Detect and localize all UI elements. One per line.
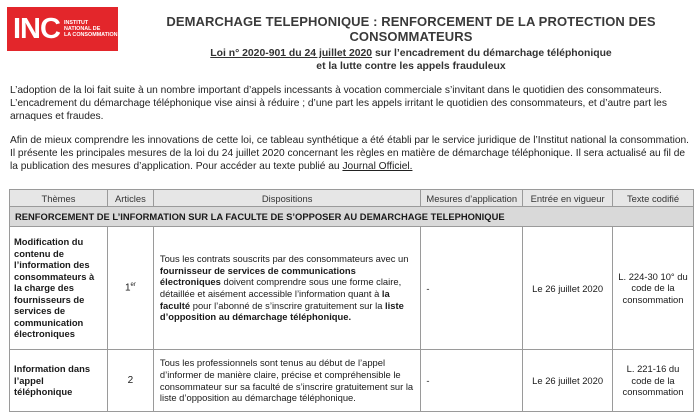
law-reference-link[interactable]: Loi n° 2020-901 du 24 juillet 2020	[210, 48, 373, 59]
row-article: 2	[107, 350, 153, 412]
header-texte-codifie: Texte codifié	[613, 190, 694, 207]
table-header-row	[10, 190, 694, 207]
row-code: L. 221-16 du code de la consommation	[613, 350, 694, 412]
intro-p2-line-1: Afin de mieux comprendre les innovations de cette loi, ce tableau synthétique a été établi par le service juridique de l’Institut national la consommation.	[10, 135, 689, 146]
disp-bold: fournisseur de services de communications électroniques	[159, 264, 356, 288]
row-mesures: -	[421, 227, 523, 350]
logo-line-3: LA CONSOMMATION	[63, 32, 118, 39]
header-articles: Articles	[107, 190, 153, 207]
section-row	[10, 207, 694, 227]
disp-bold: la faculté	[159, 288, 390, 311]
header-themes: Thèmes	[10, 190, 108, 207]
row-date: Le 26 juillet 2020	[523, 227, 613, 350]
disposition-text	[160, 253, 414, 323]
disp-text: doivent comprendre sous une forme claire, détaillée et aisément accessible l’information quant à	[159, 276, 402, 299]
subtitle-line-2: et la lutte contre les appels frauduleux	[316, 61, 506, 72]
row-date: Le 26 juillet 2020	[523, 350, 613, 412]
row-code: L. 224-30 10° du code de la consommation	[613, 227, 694, 350]
header-entree-vigueur: Entrée en vigueur	[523, 190, 613, 207]
article-number: 1	[124, 282, 131, 294]
intro-paragraph-1: L’adoption de la loi fait suite à un nombre important d’appels incessants à vocation commerciale s’invitant dans le quotidien des consommateurs. L’encadrement du démarchage téléphonique vise ainsi à réduire ; d’une part les appels irritant le quotidien des consommateurs, et d’autre part les arnaques et fraudes.	[10, 85, 667, 122]
measures-table	[9, 189, 694, 412]
subtitle-text: sur l’encadrement du démarchage téléphonique	[372, 48, 612, 59]
document-header	[128, 14, 694, 73]
row-theme: Information dans l’appel téléphonique	[10, 350, 108, 412]
journal-officiel-link[interactable]: Journal Officiel.	[342, 161, 413, 172]
section-title: RENFORCEMENT DE L’INFORMATION SUR LA FACULTE DE S’OPPOSER AU DEMARCHAGE TELEPHONIQUE	[10, 207, 694, 227]
intro-text	[10, 84, 694, 173]
disp-text: pour l’abonné de s’inscrire gratuitement sur la	[190, 299, 386, 311]
page-subtitle	[128, 47, 694, 73]
logo-text	[64, 20, 118, 39]
row-article	[107, 227, 153, 350]
inc-logo	[7, 7, 118, 51]
intro-paragraph-2	[10, 134, 694, 173]
logo-mark: INC	[13, 12, 60, 45]
disp-bold: liste d’opposition au démarchage téléphonique.	[159, 299, 404, 323]
row-disposition: Tous les professionnels sont tenus au début de l’appel d’informer de manière claire, précise et compréhensible le consommateur sur sa faculté de s’inscrire gratuitement sur la liste d’opposition au démarchage téléphonique.	[153, 350, 420, 412]
row-theme: Modification du contenu de l’information des consommateurs à la charge des fournisseurs de services de communication électroniques	[10, 227, 108, 350]
disp-text: Tous les contrats souscrits par des consommateurs avec un	[159, 252, 409, 264]
header-dispositions: Dispositions	[153, 190, 420, 207]
logo-line-1: INSTITUT	[63, 19, 89, 26]
logo-line-2: NATIONAL DE	[63, 25, 101, 32]
intro-p2-line-2: Il présente les principales mesures de la loi du 24 juillet 2020 concernant les règles en matière de démarchage téléphonique. Il sera actualisé au fil de la publication des mesures d’application. Pour accéder au texte publié au	[10, 148, 686, 172]
header-mesures: Mesures d’application	[421, 190, 523, 207]
row-mesures: -	[421, 350, 523, 412]
table-row	[10, 350, 694, 412]
article-sup: er	[130, 282, 136, 289]
table-row	[10, 227, 694, 350]
page-title: DEMARCHAGE TELEPHONIQUE : RENFORCEMENT DE LA PROTECTION DES CONSOMMATEURS	[166, 14, 656, 44]
row-disposition	[153, 227, 420, 350]
